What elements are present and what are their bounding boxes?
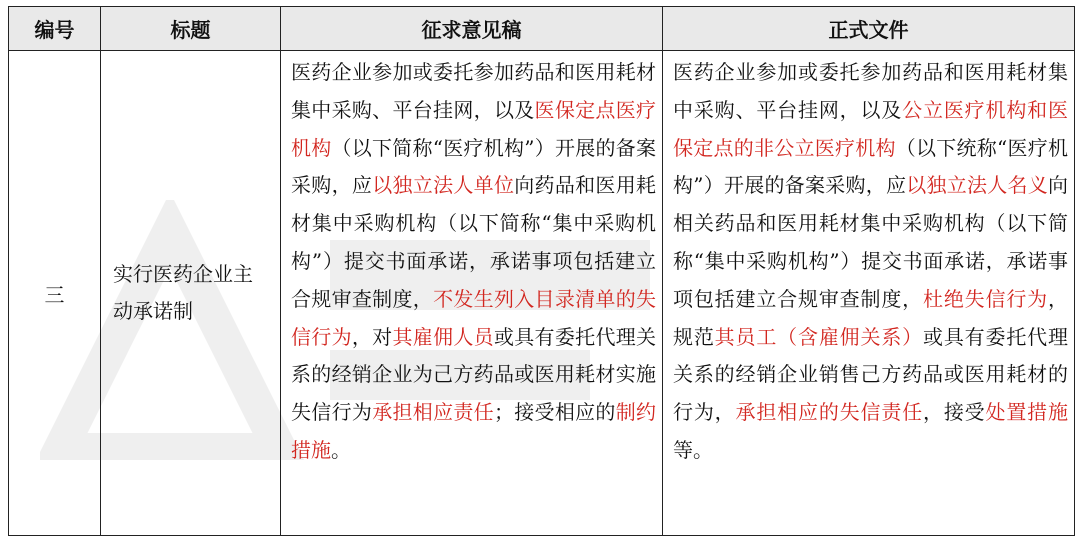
row-number: 三 [9, 51, 101, 536]
body-text: ，对 [351, 324, 393, 349]
highlight-text: 处置措施 [985, 400, 1069, 425]
row-title: 实行医药企业主动承诺制 [101, 51, 281, 536]
highlight-text: 承担相应责任 [372, 400, 494, 425]
highlight-text: 承担相应的失信责任 [735, 400, 923, 425]
body-text: 向相关药品和医用耗材集中采购机构（以下简称“集中采购机构”）提交书面承诺，承诺事项包括建立合规审查制度， [673, 173, 1068, 311]
final-text [673, 54, 1068, 470]
comparison-table [8, 6, 1075, 536]
body-text: 等。 [673, 437, 713, 462]
highlight-text: 制约措施 [291, 400, 657, 462]
header-number: 编号 [9, 7, 101, 51]
highlight-text: 杜绝失信行为 [923, 286, 1048, 311]
highlight-text: 以独立法人单位 [372, 173, 515, 198]
body-text: 医药企业参加或委托参加药品和医用耗材集中采购、平台挂网，以及 [673, 60, 1068, 122]
highlight-text: 医保定点医疗机构 [291, 97, 657, 160]
body-text: ，规范 [673, 286, 1068, 349]
body-text: ，接受 [923, 400, 986, 425]
body-text: 或具有委托代理关系的经销企业为己方药品或医用耗材实施失信行为 [291, 324, 657, 425]
body-text: （以下统称“医疗机构”）开展的备案采购，应 [673, 135, 1068, 198]
draft-cell [281, 51, 663, 536]
table-row [9, 51, 1075, 536]
header-final: 正式文件 [663, 7, 1075, 51]
body-text: （以下简称“医疗机构”）开展的备案采购，应 [291, 135, 657, 198]
body-text: 或具有委托代理关系的经销企业销售己方药品或医用耗材的行为， [673, 324, 1069, 425]
final-cell [663, 51, 1075, 536]
header-title: 标题 [101, 7, 281, 51]
draft-text [291, 54, 656, 470]
highlight-text: 不发生列入目录清单的失信行为 [291, 286, 657, 349]
table-header-row [9, 7, 1075, 51]
highlight-text: 公立医疗机构和医保定点的非公立医疗机构 [673, 97, 1069, 160]
highlight-text: 其员工（含雇佣关系） [714, 324, 924, 349]
body-text: 。 [331, 437, 351, 462]
highlight-text: 以独立法人名义 [906, 173, 1048, 198]
header-draft: 征求意见稿 [281, 7, 663, 51]
body-text: 向药品和医用耗材集中采购机构（以下简称“集中采购机构”）提交书面承诺，承诺事项包括建立合规审查制度， [291, 173, 657, 311]
body-text: 医药企业参加或委托参加药品和医用耗材集中采购、平台挂网，以及 [291, 60, 656, 122]
highlight-text: 其雇佣人员 [392, 324, 494, 349]
body-text: ；接受相应的 [493, 400, 616, 425]
